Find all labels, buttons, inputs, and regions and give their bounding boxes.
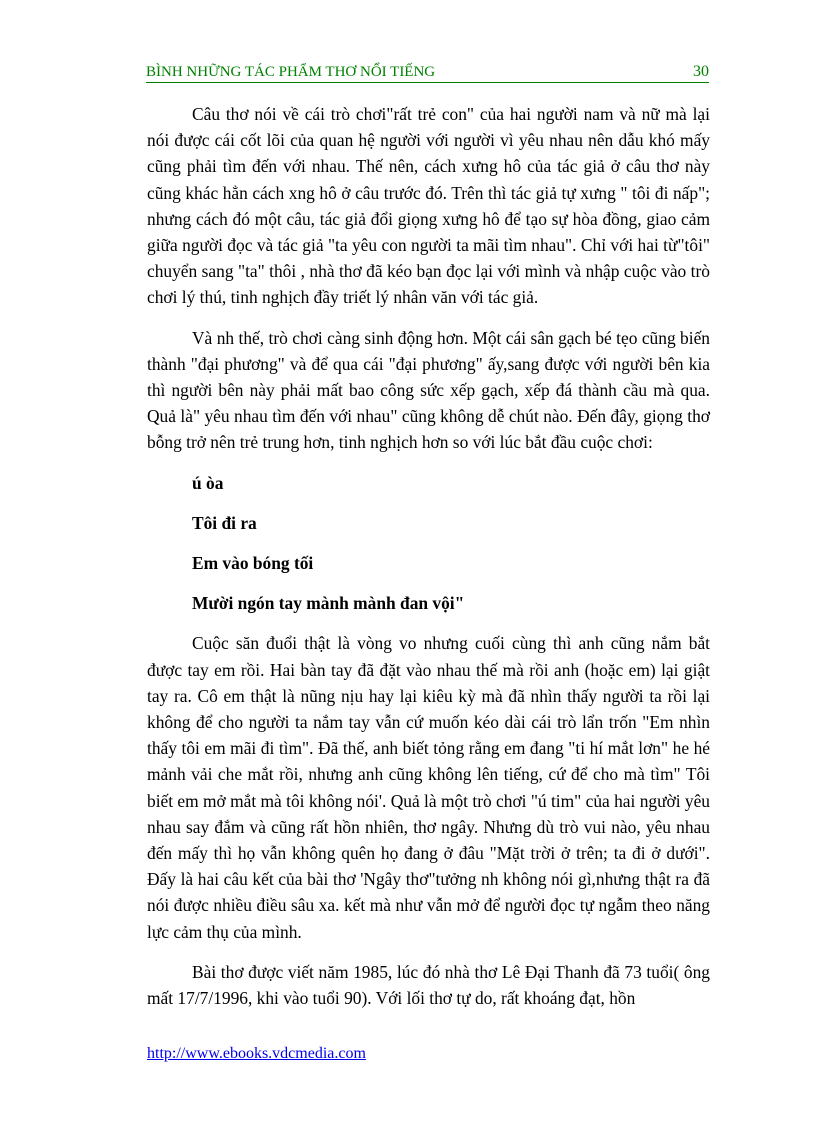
paragraph: Và nh thế, trò chơi càng sinh động hơn. Một cái sân gạch bé tẹo cũng biến thành "đại phương" và để qua cái "đại phương" ấy,sang được với người bên kia thì người bên này phải mất bao công sức xếp gạch, xếp đá thành cầu mà qua. Quả là" yêu nhau tìm đến với nhau" cũng không dễ chút nào. Đến đây, giọng thơ bỗng trở nên trẻ trung hơn, tinh nghịch hơn so với lúc bắt đầu cuộc chơi: (147, 327, 710, 453)
page-header (146, 60, 709, 83)
paragraph: Bài thơ được viết năm 1985, lúc đó nhà thơ Lê Đại Thanh đã 73 tuổi( ông mất 17/7/1996, khi vào tuổi 90). Với lối thơ tự do, rất khoáng đạt, hồn (147, 961, 710, 1009)
book-title: BÌNH NHỮNG TÁC PHẨM THƠ NỔI TIẾNG (146, 64, 436, 80)
paragraph: Câu thơ nói về cái trò chơi"rất trẻ con" của hai người nam và nữ mà lại nói được cái cốt lõi của quan hệ người với người vì yêu nhau nên dẫu khó mấy cũng phải tìm đến với nhau. Thế nên, cách xưng hô của tác giả ở câu thơ này cũng khác hẳn cách xng hô ở câu trước đó. Trên thì tác giả tự xưng " tôi đi nấp"; nhưng cách đó một câu, tác giả đổi giọng xưng hô để tạo sự hòa đồng, giao cảm giữa người đọc và tác giả "ta yêu con người ta mãi tìm nhau". Chỉ với hai từ"tôi" chuyển sang "ta" thôi , nhà thơ đã kéo bạn đọc lại với mình và nhập cuộc vào trò chơi lý thú, tinh nghịch đầy triết lý nhân văn với tác giả. (147, 104, 710, 308)
paragraph: Cuộc săn đuổi thật là vòng vo nhưng cuối cùng thì anh cũng nắm bắt được tay em rồi. Hai bàn tay đã đặt vào nhau thế mà rồi anh (hoặc em) lại giật tay ra. Cô em thật là nũng nịu hay lại kiêu kỳ mà đã nhìn thấy người ta rồi lại không để cho người ta nắm tay vẫn cứ muốn kéo dài cái trò lẩn trốn "Em nhìn thấy tôi em mãi đi tìm". Đã thế, anh biết tỏng rằng em đang "ti hí mắt lơn" he hé mảnh vải che mắt rồi, nhưng anh cũng không lên tiếng, cứ để cho mà tìm" Tôi biết em mở mắt mà tôi không nói'. Quả là một trò chơi "ú tim" của hai người yêu nhau say đắm và cũng rất hồn nhiên, thơ ngây. Nhưng dù trò vui nào, yêu nhau đến mấy thì họ vẫn không quên họ đang ở đâu "Mặt trời ở trên; ta đi ở dưới". Đấy là hai câu kết của bài thơ 'Ngây thơ"tưởng nh không nói gì,nhưng thật ra đã nói được nhiều điều sâu xa. kết mà như vẫn mở để người đọc tự ngẫm theo năng lực cảm thụ của mình. (147, 633, 710, 942)
page-number: 30 (693, 63, 709, 80)
verse-line: Mười ngón tay mành mành đan vội" (192, 593, 465, 614)
verse-line: Em vào bóng tối (192, 553, 314, 574)
verse-line: Tôi đi ra (192, 512, 257, 533)
verse-line: ú òa (192, 472, 224, 493)
page-body (147, 101, 710, 1025)
footer-website-link[interactable]: http://www.ebooks.vdcmedia.com (147, 1045, 366, 1062)
